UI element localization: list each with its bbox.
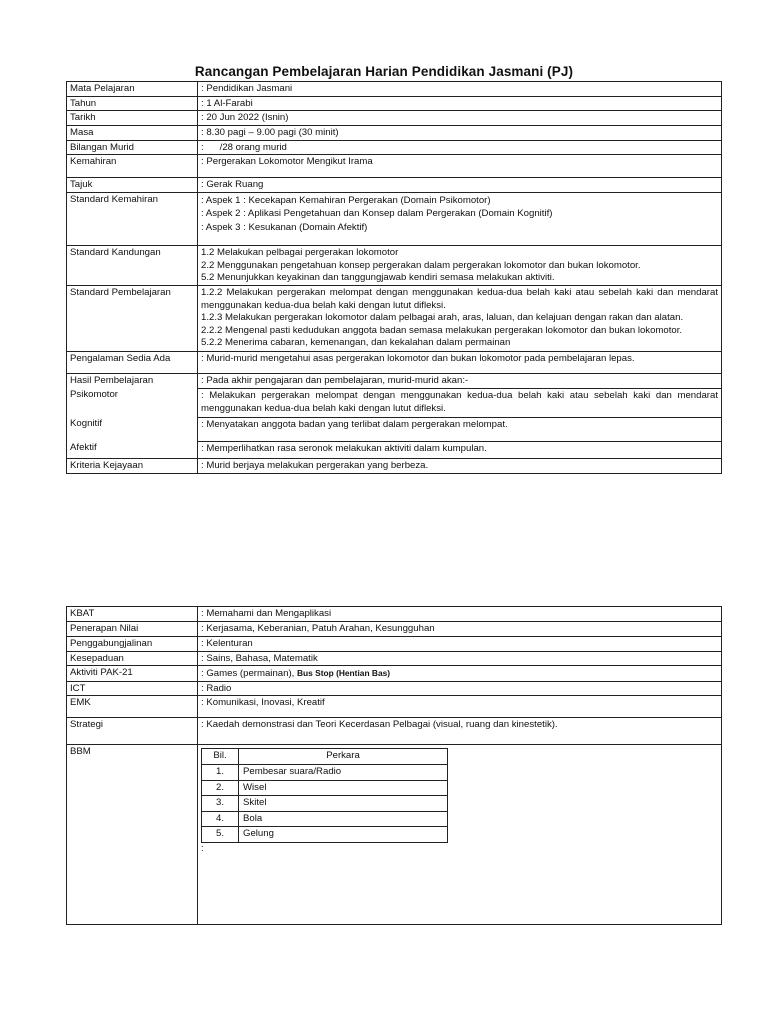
label-kesepaduan: Kesepaduan: [67, 651, 198, 666]
bbm-bil: 1.: [202, 764, 239, 780]
label-hasil-pembelajaran: Hasil Pembelajaran: [67, 373, 198, 388]
value-tarikh: : 20 Jun 2022 (Isnin): [198, 111, 722, 126]
value-aktiviti-pak21: [198, 666, 722, 682]
label-strategi: Strategi: [67, 718, 198, 745]
bbm-after: :: [201, 842, 204, 854]
table-row: [202, 811, 448, 827]
standard-kemahiran-line: : Aspek 3 : Kesukanan (Domain Afektif): [201, 221, 368, 233]
standard-kandungan-line: 1.2 Melakukan pelbagai pergerakan lokomotor: [201, 246, 399, 258]
bbm-perkara: Wisel: [239, 780, 448, 796]
value-penggabungjalinan: : Kelenturan: [198, 636, 722, 651]
lesson-info-table: [66, 81, 722, 474]
standard-kemahiran-line: : Aspek 2 : Aplikasi Pengetahuan dan Konsep dalam Pergerakan (Domain Kognitif): [201, 208, 553, 220]
value-standard-pembelajaran: [198, 285, 722, 351]
bbm-bil: 4.: [202, 811, 239, 827]
aktiviti-prefix: : Games (permainan),: [201, 668, 297, 680]
standard-pembelajaran-line: 1.2.3 Melakukan pergerakan lokomotor dalam pelbagai arah, aras, laluan, dan kelajuan dengan rakan dan alatan.: [201, 312, 684, 324]
standard-kemahiran-line: : Aspek 1 : Kecekapan Kemahiran Pergerakan (Domain Psikomotor): [201, 194, 491, 206]
value-afektif: : Memperlihatkan rasa seronok melakukan aktiviti dalam kumpulan.: [198, 441, 722, 458]
bbm-bil: 5.: [202, 827, 239, 843]
label-tahun: Tahun: [67, 96, 198, 111]
value-mata-pelajaran: : Pendidikan Jasmani: [198, 82, 722, 97]
value-psikomotor: : Melakukan pergerakan melompat dengan menggunakan kedua-dua belah kaki atau sebelah kaki dan mendarat menggunakan kedua-dua belah kaki dengan lutut difleksi.: [198, 388, 722, 417]
label-kbat: KBAT: [67, 607, 198, 622]
bbm-bil: 2.: [202, 780, 239, 796]
value-kognitif: : Menyatakan anggota badan yang terlibat dalam pergerakan melompat.: [198, 417, 722, 441]
standard-pembelajaran-line: 1.2.2 Melakukan pergerakan melompat dengan menggunakan kedua-dua belah kaki atau sebelah kaki dan mendarat menggunakan kedua-dua belah kaki dengan lutut difleksi.: [201, 286, 718, 311]
value-ict: : Radio: [198, 681, 722, 696]
label-ict: ICT: [67, 681, 198, 696]
bbm-header-perkara: Perkara: [239, 749, 448, 765]
label-afektif: Afektif: [67, 441, 198, 458]
label-kognitif: Kognitif: [67, 417, 198, 441]
label-psikomotor: Psikomotor: [67, 388, 198, 417]
value-kriteria-kejayaan: : Murid berjaya melakukan pergerakan yang berbeza.: [198, 458, 722, 473]
bbm-header-bil: Bil.: [202, 749, 239, 765]
label-kemahiran: Kemahiran: [67, 155, 198, 178]
label-emk: EMK: [67, 696, 198, 718]
value-tahun: : 1 Al-Farabi: [198, 96, 722, 111]
value-kemahiran: : Pergerakan Lokomotor Mengikut Irama: [198, 155, 722, 178]
label-penerapan-nilai: Penerapan Nilai: [67, 622, 198, 637]
table-row: [202, 780, 448, 796]
label-bilangan-murid: Bilangan Murid: [67, 140, 198, 155]
page-title: Rancangan Pembelajaran Harian Pendidikan Jasmani (PJ): [194, 64, 574, 79]
aktiviti-bus-stop: Bus Stop (Hentian Bas): [296, 668, 391, 679]
bbm-perkara: Pembesar suara/Radio: [239, 764, 448, 780]
label-penggabungjalinan: Penggabungjalinan: [67, 636, 198, 651]
value-hasil-pembelajaran: : Pada akhir pengajaran dan pembelajaran, murid-murid akan:-: [198, 373, 722, 388]
standard-pembelajaran-line: 5.2.2 Menerima cabaran, kemenangan, dan kekalahan dalam permainan: [201, 337, 511, 349]
standard-kandungan-line: 5.2 Menunjukkan keyakinan dan tanggungjawab kendiri semasa melakukan aktiviti.: [201, 272, 555, 284]
label-standard-kandungan: Standard Kandungan: [67, 245, 198, 285]
value-emk: : Komunikasi, Inovasi, Kreatif: [198, 696, 722, 718]
standard-pembelajaran-line: 2.2.2 Mengenal pasti kedudukan anggota badan semasa melakukan pergerakan lokomotor dan bukan lokomotor.: [201, 324, 683, 336]
label-tajuk: Tajuk: [67, 178, 198, 193]
bbm-perkara: Gelung: [239, 827, 448, 843]
table-row: [202, 827, 448, 843]
value-standard-kemahiran: [198, 192, 722, 245]
table-row: [202, 796, 448, 812]
bbm-bil: 3.: [202, 796, 239, 812]
label-standard-pembelajaran: Standard Pembelajaran: [67, 285, 198, 351]
value-pengalaman: : Murid-murid mengetahui asas pergerakan lokomotor dan bukan lokomotor pada pembelajaran lepas.: [198, 351, 722, 373]
value-penerapan-nilai: : Kerjasama, Keberanian, Patuh Arahan, Kesungguhan: [198, 622, 722, 637]
bbm-perkara: Skitel: [239, 796, 448, 812]
standard-kandungan-line: 2.2 Menggunakan pengetahuan konsep pergerakan dalam pergerakan lokomotor dan bukan lokomotor.: [201, 259, 641, 271]
value-kesepaduan: : Sains, Bahasa, Matematik: [198, 651, 722, 666]
value-masa: : 8.30 pagi – 9.00 pagi (30 minit): [198, 125, 722, 140]
table-row: [202, 764, 448, 780]
bbm-table: [201, 748, 448, 843]
label-bbm: BBM: [67, 745, 198, 925]
value-strategi: : Kaedah demonstrasi dan Teori Kecerdasan Pelbagai (visual, ruang dan kinestetik).: [198, 718, 722, 745]
label-tarikh: Tarikh: [67, 111, 198, 126]
value-bilangan-murid: : /28 orang murid: [198, 140, 722, 155]
value-bbm: [198, 745, 722, 925]
label-aktiviti-pak21: Aktiviti PAK-21: [67, 666, 198, 682]
label-mata-pelajaran: Mata Pelajaran: [67, 82, 198, 97]
lesson-extra-table: [66, 606, 722, 925]
bbm-perkara: Bola: [239, 811, 448, 827]
label-kriteria-kejayaan: Kriteria Kejayaan: [67, 458, 198, 473]
label-standard-kemahiran: Standard Kemahiran: [67, 192, 198, 245]
label-masa: Masa: [67, 125, 198, 140]
value-standard-kandungan: [198, 245, 722, 285]
value-tajuk: : Gerak Ruang: [198, 178, 722, 193]
value-kbat: : Memahami dan Mengaplikasi: [198, 607, 722, 622]
label-pengalaman: Pengalaman Sedia Ada: [67, 351, 198, 373]
